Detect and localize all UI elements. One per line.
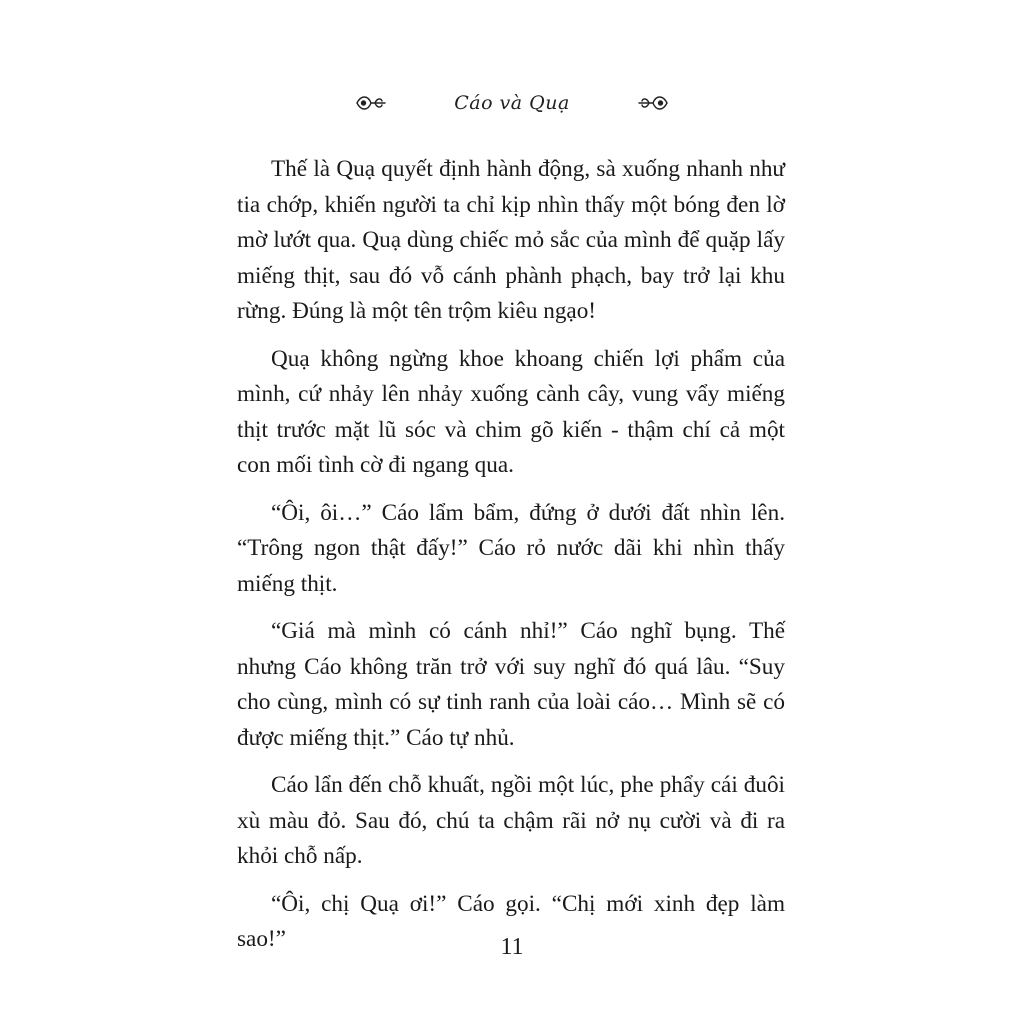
paragraph: “Ôi, ôi…” Cáo lẩm bẩm, đứng ở dưới đất nhìn lên. “Trông ngon thật đấy!” Cáo rỏ nước dãi khi nhìn thấy miếng thịt.: [237, 499, 785, 597]
paragraph: “Ôi, chị Quạ ơi!” Cáo gọi. “Chị mới xinh đẹp làm sao!”: [237, 890, 785, 952]
fleuron-icon: [354, 92, 388, 114]
paragraph: Cáo lẩn đến chỗ khuất, ngồi một lúc, phe phẩy cái đuôi xù màu đỏ. Sau đó, chú ta chậm rãi nở nụ cười và đi ra khỏi chỗ nấp.: [237, 772, 785, 869]
fleuron-icon: [636, 92, 670, 114]
body-text: [237, 152, 785, 970]
paragraph: Quạ không ngừng khoe khoang chiến lợi phẩm của mình, cứ nhảy lên nhảy xuống cành cây, vung vẩy miếng thịt trước mặt lũ sóc và chim gõ kiến - thậm chí cả một con mối tình cờ đi ngang qua.: [237, 345, 785, 478]
paragraph: Thế là Quạ quyết định hành động, sà xuống nhanh như tia chớp, khiến người ta chỉ kịp nhìn thấy một bóng đen lờ mờ lướt qua. Quạ dùng chiếc mỏ sắc của mình để quặp lấy miếng thịt, sau đó vỗ cánh phành phạch, bay trở lại khu rừng. Đúng là một tên trộm kiêu ngạo!: [237, 156, 785, 324]
running-header: [0, 88, 1024, 118]
page-number: 11: [500, 934, 524, 960]
paragraph: “Giá mà mình có cánh nhỉ!” Cáo nghĩ bụng. Thế nhưng Cáo không trăn trở với suy nghĩ đó quá lâu. “Suy cho cùng, mình có sự tinh ranh của loài cáo… Mình sẽ có được miếng thịt.” Cáo tự nhủ.: [237, 618, 785, 751]
running-header-title: Cáo và Quạ: [454, 92, 570, 114]
